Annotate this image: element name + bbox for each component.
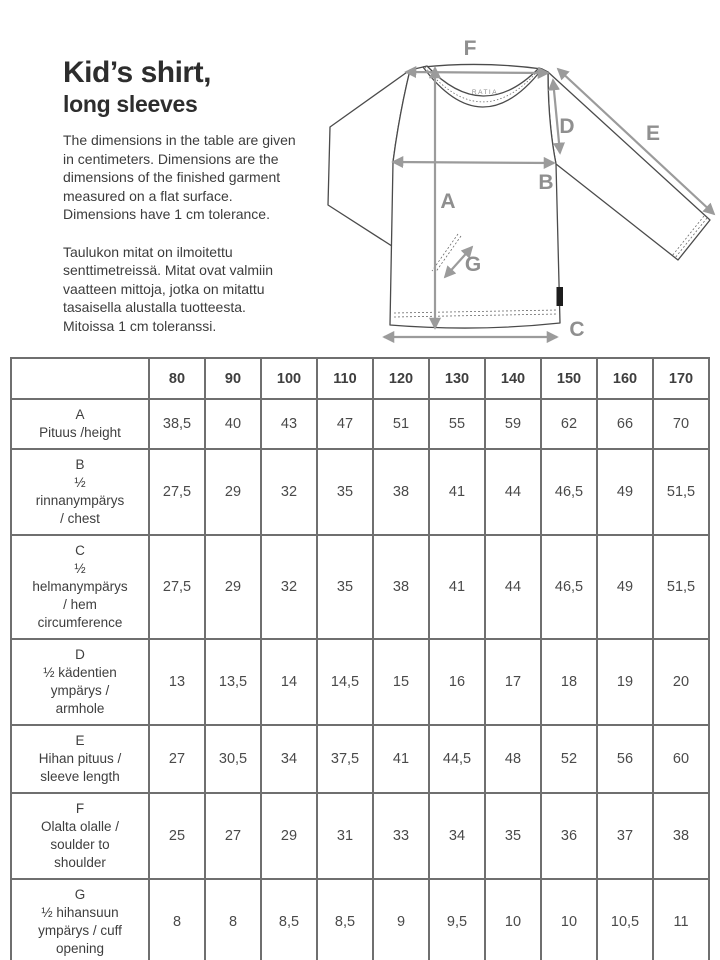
dimension-label-line: ½ — [74, 561, 86, 576]
measurement-cell: 14 — [261, 639, 317, 725]
size-column-header: 100 — [261, 358, 317, 399]
measurement-cell: 8 — [205, 879, 261, 960]
size-table — [10, 357, 710, 960]
measurement-cell: 41 — [373, 725, 429, 793]
label-G: G — [464, 253, 482, 276]
dimension-label-line: ympärys / cuff — [38, 923, 122, 938]
dimension-label-line: helmanympärys — [32, 579, 128, 594]
dimension-label-line: armhole — [55, 701, 105, 716]
size-header-row — [11, 358, 709, 399]
size-column-header: 150 — [541, 358, 597, 399]
measurement-cell: 27,5 — [149, 449, 205, 535]
measurement-cell: 10 — [541, 879, 597, 960]
dimension-label-line: B — [75, 457, 85, 472]
dimension-label-line: Pituus /height — [39, 425, 121, 440]
measurement-cell: 59 — [485, 399, 541, 449]
dimension-label-line: Hihan pituus / — [38, 751, 122, 766]
measurement-cell: 38,5 — [149, 399, 205, 449]
label-A: A — [440, 190, 456, 213]
label-D: D — [559, 115, 575, 138]
measurement-cell: 29 — [261, 793, 317, 879]
measurement-cell: 9,5 — [429, 879, 485, 960]
measurement-cell: 52 — [541, 725, 597, 793]
measurement-cell: 35 — [317, 449, 373, 535]
measurement-cell: 27 — [205, 793, 261, 879]
measurement-cell: 38 — [373, 449, 429, 535]
measurement-cell: 47 — [317, 399, 373, 449]
dimension-label-line: soulder to — [50, 837, 110, 852]
measurement-cell: 27,5 — [149, 535, 205, 639]
shirt-technical-drawing — [320, 15, 720, 347]
measurement-cell: 13,5 — [205, 639, 261, 725]
dimension-label-line: F — [75, 801, 85, 816]
dimension-label-line: E — [75, 733, 85, 748]
dimension-label-line: C — [75, 543, 85, 558]
table-row — [11, 639, 709, 725]
dimension-label-line: D — [75, 647, 85, 662]
measurement-cell: 17 — [485, 639, 541, 725]
measurement-cell: 48 — [485, 725, 541, 793]
measurement-cell: 51,5 — [653, 535, 709, 639]
table-row — [11, 535, 709, 639]
measurement-cell: 49 — [597, 449, 653, 535]
measurement-cell: 66 — [597, 399, 653, 449]
measurement-cell: 16 — [429, 639, 485, 725]
measurement-cell: 29 — [205, 535, 261, 639]
size-table-head — [11, 358, 709, 399]
measurement-cell: 19 — [597, 639, 653, 725]
measurement-cell: 14,5 — [317, 639, 373, 725]
measurement-cell: 9 — [373, 879, 429, 960]
dimension-label-line: sleeve length — [40, 769, 120, 784]
label-F: F — [463, 37, 477, 60]
right-sleeve — [548, 72, 710, 260]
arrow-F-shoulder — [406, 72, 548, 73]
table-corner-cell — [11, 358, 149, 399]
measurement-cell: 44 — [485, 535, 541, 639]
measurement-cell: 15 — [373, 639, 429, 725]
measurement-cell: 44 — [485, 449, 541, 535]
measurement-cell: 34 — [261, 725, 317, 793]
shirt-diagram — [320, 15, 720, 347]
dimension-label-line: / chest — [60, 511, 100, 526]
dimension-label-line: ½ hihansuun — [41, 905, 119, 920]
measurement-cell: 56 — [597, 725, 653, 793]
shirt-outline — [328, 64, 710, 328]
measurement-cell: 11 — [653, 879, 709, 960]
measurement-cell: 34 — [429, 793, 485, 879]
dimension-label-line: G — [74, 887, 86, 902]
page-title — [63, 56, 345, 117]
size-column-header: 80 — [149, 358, 205, 399]
measurement-cell: 8,5 — [317, 879, 373, 960]
measurement-cell: 62 — [541, 399, 597, 449]
measurement-cell: 38 — [373, 535, 429, 639]
dimension-label — [11, 639, 149, 725]
measurement-cell: 36 — [541, 793, 597, 879]
table-row — [11, 449, 709, 535]
dimension-label-line: opening — [55, 941, 105, 956]
measurement-cell: 55 — [429, 399, 485, 449]
size-column-header: 130 — [429, 358, 485, 399]
description-english: The dimensions in the table are given in centimeters. Dimensions are the dimensions of the finished garment measured on a flat surface. Dimensions have 1 cm tolerance. — [63, 132, 296, 222]
dimension-label — [11, 725, 149, 793]
measurement-cell: 8 — [149, 879, 205, 960]
dimension-label-line: shoulder — [54, 855, 106, 870]
brand-label: RATIA — [471, 89, 499, 96]
dimension-label-line: ½ — [74, 475, 86, 490]
label-B: B — [538, 171, 554, 194]
measurement-cell: 44,5 — [429, 725, 485, 793]
measurement-cell: 10 — [485, 879, 541, 960]
dimension-label — [11, 879, 149, 960]
arrow-B-chest — [393, 162, 554, 163]
measurement-cell: 46,5 — [541, 535, 597, 639]
measurement-cell: 27 — [149, 725, 205, 793]
measurement-cell: 25 — [149, 793, 205, 879]
dimension-label-line: Olalta olalle / — [40, 819, 120, 834]
measurement-cell: 51,5 — [653, 449, 709, 535]
measurement-cell: 43 — [261, 399, 317, 449]
measurement-cell: 31 — [317, 793, 373, 879]
dimension-label-line: rinnanympärys — [35, 493, 125, 508]
measurement-cell: 37 — [597, 793, 653, 879]
dimension-label — [11, 449, 149, 535]
measurement-cell: 35 — [485, 793, 541, 879]
dimension-label — [11, 399, 149, 449]
table-row — [11, 879, 709, 960]
measurement-cell: 38 — [653, 793, 709, 879]
table-row — [11, 793, 709, 879]
size-column-header: 90 — [205, 358, 261, 399]
intro-section — [63, 56, 345, 335]
label-C: C — [569, 318, 585, 341]
measurement-cell: 20 — [653, 639, 709, 725]
table-row — [11, 399, 709, 449]
dimension-label-line: A — [75, 407, 85, 422]
dimension-label — [11, 535, 149, 639]
measurement-cell: 41 — [429, 449, 485, 535]
size-column-header: 120 — [373, 358, 429, 399]
measurement-cell: 30,5 — [205, 725, 261, 793]
measurement-cell: 41 — [429, 535, 485, 639]
dimension-label — [11, 793, 149, 879]
measurement-cell: 49 — [597, 535, 653, 639]
measurement-cell: 37,5 — [317, 725, 373, 793]
measurement-cell: 33 — [373, 793, 429, 879]
measurement-cell: 60 — [653, 725, 709, 793]
table-row — [11, 725, 709, 793]
size-table-body — [11, 399, 709, 960]
dimension-label-line: / hem — [63, 597, 97, 612]
page-title-line1: Kid’s shirt, — [63, 56, 211, 89]
dimension-label-line: ympärys / — [50, 683, 110, 698]
measurement-cell: 35 — [317, 535, 373, 639]
measurement-cell: 32 — [261, 535, 317, 639]
measurement-cell: 18 — [541, 639, 597, 725]
measurement-cell: 8,5 — [261, 879, 317, 960]
dimension-label-line: ½ kädentien — [43, 665, 117, 680]
measurement-cell: 46,5 — [541, 449, 597, 535]
size-column-header: 110 — [317, 358, 373, 399]
side-tag — [557, 287, 564, 306]
measurement-cell: 29 — [205, 449, 261, 535]
size-column-header: 170 — [653, 358, 709, 399]
description-finnish: Taulukon mitat on ilmoitettu senttimetreissä. Mitat ovat valmiin vaatteen mittoja, jotka on mitattu tasaisella alustalla tuotteesta. Mitoissa 1 cm toleranssi. — [63, 243, 274, 334]
measurement-cell: 40 — [205, 399, 261, 449]
measurement-cell: 13 — [149, 639, 205, 725]
measurement-cell: 70 — [653, 399, 709, 449]
size-column-header: 160 — [597, 358, 653, 399]
measurement-cell: 10,5 — [597, 879, 653, 960]
label-E: E — [645, 122, 661, 145]
size-column-header: 140 — [485, 358, 541, 399]
measurement-cell: 32 — [261, 449, 317, 535]
page-title-line2: long sleeves — [63, 91, 198, 117]
dimension-label-line: circumference — [37, 615, 123, 630]
measurement-cell: 51 — [373, 399, 429, 449]
